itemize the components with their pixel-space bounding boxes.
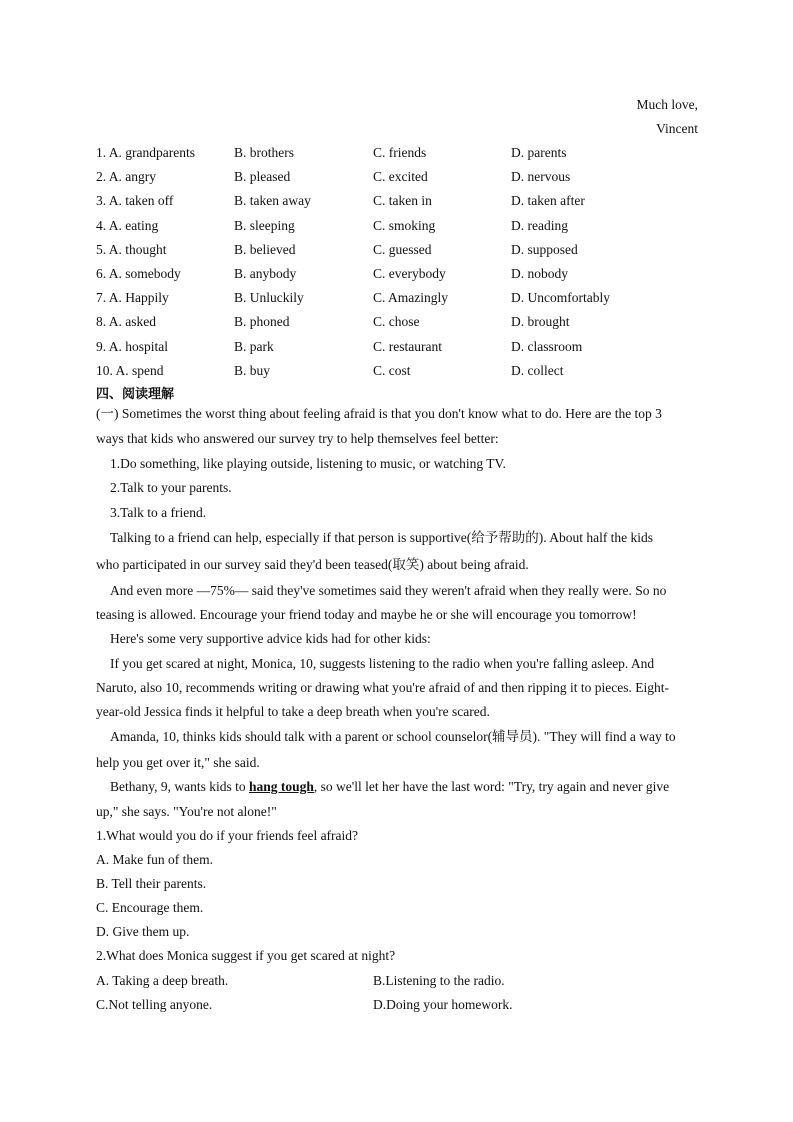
- option-cell[interactable]: C. cost: [373, 362, 411, 378]
- answer-choice[interactable]: B. Tell their parents.: [96, 876, 207, 891]
- section-heading: 四、阅读理解: [96, 387, 175, 402]
- question-stem: 2.What does Monica suggest if you get scared at night?: [96, 948, 396, 963]
- passage-line: Amanda, 10, thinks kids should talk with a parent or school counselor(辅导员). "They will find a way to: [110, 729, 676, 744]
- option-cell[interactable]: D. nobody: [511, 266, 568, 281]
- option-cell[interactable]: B. taken away: [234, 193, 311, 209]
- letter-closing: Much love,: [636, 97, 698, 112]
- list-item: 1.Do something, like playing outside, listening to music, or watching TV.: [110, 456, 506, 471]
- option-cell[interactable]: B. anybody: [234, 266, 297, 281]
- letter-signature: Vincent: [656, 121, 698, 136]
- option-cell[interactable]: 2. A. angry: [96, 169, 156, 185]
- answer-choice[interactable]: D.Doing your homework.: [373, 997, 513, 1012]
- option-cell[interactable]: B. phoned: [234, 314, 290, 330]
- passage-text: Bethany, 9, wants kids to: [110, 779, 249, 794]
- passage-text: , so we'll let her have the last word: "Try, try again and never give: [313, 779, 670, 794]
- passage-line: [110, 778, 712, 795]
- underlined-phrase: hang tough: [249, 779, 314, 794]
- passage-line: (一) Sometimes the worst thing about feeling afraid is that you don't know what to do. Here are the top 3: [96, 406, 662, 421]
- option-cell[interactable]: C. restaurant: [373, 338, 442, 354]
- passage-line: Talking to a friend can help, especially if that person is supportive(给予帮助的). About half the kids: [110, 530, 654, 545]
- option-cell[interactable]: D. brought: [511, 314, 570, 330]
- option-cell[interactable]: 5. A. thought: [96, 241, 167, 257]
- option-cell[interactable]: D. collect: [511, 362, 564, 378]
- option-cell[interactable]: D. Uncomfortably: [511, 290, 610, 306]
- option-cell[interactable]: B. Unluckily: [234, 290, 304, 306]
- answer-choice[interactable]: D. Give them up.: [96, 924, 190, 939]
- option-cell[interactable]: 4. A. eating: [96, 217, 159, 233]
- option-cell[interactable]: C. Amazingly: [373, 290, 448, 306]
- option-cell[interactable]: D. taken after: [511, 193, 585, 209]
- answer-choice[interactable]: C. Encourage them.: [96, 900, 204, 915]
- option-cell[interactable]: 6. A. somebody: [96, 266, 181, 281]
- answer-choice[interactable]: B.Listening to the radio.: [373, 973, 505, 988]
- option-cell[interactable]: D. parents: [511, 145, 567, 160]
- passage-line: who participated in our survey said they'd been teased(取笑) about being afraid.: [96, 557, 529, 572]
- answer-choice[interactable]: A. Taking a deep breath.: [96, 973, 229, 988]
- option-cell[interactable]: 3. A. taken off: [96, 193, 174, 209]
- option-cell[interactable]: C. excited: [373, 169, 428, 185]
- option-cell[interactable]: D. classroom: [511, 338, 583, 354]
- option-cell[interactable]: C. friends: [373, 145, 427, 160]
- option-cell[interactable]: 1. A. grandparents: [96, 145, 195, 160]
- passage-line: help you get over it," she said.: [96, 755, 260, 770]
- option-cell[interactable]: B. brothers: [234, 145, 294, 160]
- list-item: 3.Talk to a friend.: [110, 505, 207, 520]
- passage-line: teasing is allowed. Encourage your friend today and maybe he or she will encourage you tomorrow!: [96, 607, 637, 622]
- passage-line: And even more —75%— said they've sometimes said they weren't afraid when they really were. So no: [110, 583, 667, 598]
- option-cell[interactable]: C. smoking: [373, 217, 436, 233]
- passage-line: Naruto, also 10, recommends writing or drawing what you're afraid of and then ripping it to pieces. Eight-: [96, 680, 670, 695]
- option-cell[interactable]: B. believed: [234, 241, 296, 257]
- option-cell[interactable]: C. chose: [373, 314, 420, 330]
- passage-line: Here's some very supportive advice kids had for other kids:: [110, 631, 431, 646]
- option-cell[interactable]: 10. A. spend: [96, 362, 164, 378]
- option-cell[interactable]: 9. A. hospital: [96, 338, 169, 354]
- question-stem: 1.What would you do if your friends feel afraid?: [96, 828, 359, 843]
- passage-line: up," she says. "You're not alone!": [96, 804, 277, 819]
- option-cell[interactable]: B. pleased: [234, 169, 291, 185]
- option-cell[interactable]: 8. A. asked: [96, 314, 156, 330]
- answer-choice[interactable]: C.Not telling anyone.: [96, 997, 213, 1012]
- option-cell[interactable]: C. taken in: [373, 193, 432, 209]
- list-item: 2.Talk to your parents.: [110, 480, 232, 495]
- option-cell[interactable]: 7. A. Happily: [96, 290, 169, 306]
- answer-choice[interactable]: A. Make fun of them.: [96, 852, 213, 867]
- option-cell[interactable]: B. buy: [234, 362, 271, 378]
- option-cell[interactable]: D. supposed: [511, 241, 578, 257]
- option-cell[interactable]: D. reading: [511, 217, 568, 233]
- passage-line: ways that kids who answered our survey try to help themselves feel better:: [96, 431, 499, 446]
- option-cell[interactable]: B. sleeping: [234, 217, 295, 233]
- option-cell[interactable]: C. guessed: [373, 241, 432, 257]
- option-cell[interactable]: B. park: [234, 338, 274, 354]
- passage-line: If you get scared at night, Monica, 10, suggests listening to the radio when you're falling asleep. And: [110, 656, 655, 671]
- passage-line: year-old Jessica finds it helpful to take a deep breath when you're scared.: [96, 704, 490, 719]
- option-cell[interactable]: C. everybody: [373, 266, 446, 281]
- option-cell[interactable]: D. nervous: [511, 169, 571, 185]
